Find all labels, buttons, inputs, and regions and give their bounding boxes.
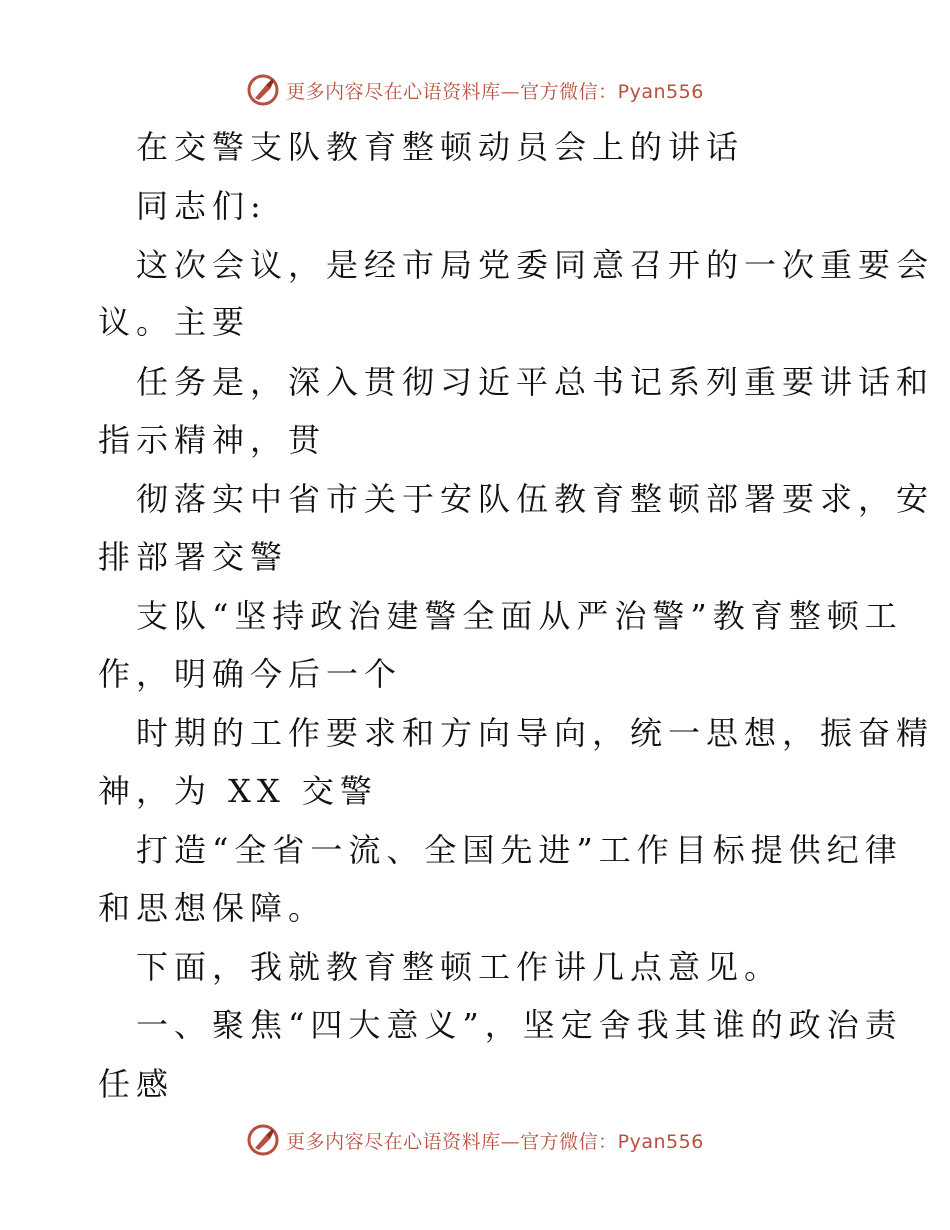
watermark-brand: 更多内容尽在心语资料库 <box>286 80 501 103</box>
paragraph-line: 支队“坚持政治建警全面从严治警”教育整顿工 <box>136 597 903 635</box>
watermark-text <box>286 1127 704 1154</box>
watermark-separator: — <box>500 80 521 103</box>
paragraph-line: 彻落实中省市关于安队伍教育整顿部署要求，安 <box>136 480 935 518</box>
paragraph-line: 任务是，深入贯彻习近平总书记系列重要讲话和 <box>136 363 935 401</box>
pen-nib-circle-icon <box>246 1123 280 1157</box>
watermark-wechat: 官方微信：Pyan556 <box>520 1130 704 1153</box>
paragraph-line: 这次会议，是经市局党委同意召开的一次重要会 <box>136 246 935 284</box>
section-heading: 一、聚焦“四大意义”，坚定舍我其谁的政治责 <box>136 1006 903 1044</box>
pen-nib-circle-icon <box>246 73 280 107</box>
paragraph-line: 指示精神，贯 <box>98 421 327 459</box>
salutation: 同志们: <box>136 187 267 225</box>
paragraph-line: 下面，我就教育整顿工作讲几点意见。 <box>136 948 783 986</box>
paragraph-line: 议。主要 <box>98 303 251 341</box>
paragraph-line: 打造“全省一流、全国先进”工作目标提供纪律 <box>136 831 903 869</box>
watermark-wechat: 官方微信：Pyan556 <box>520 80 704 103</box>
header-watermark <box>0 70 950 110</box>
paragraph-line: 排部署交警 <box>98 538 289 576</box>
section-heading: 任感 <box>98 1065 175 1103</box>
watermark-text <box>286 77 704 104</box>
watermark-separator: — <box>500 1130 521 1153</box>
watermark-brand: 更多内容尽在心语资料库 <box>286 1130 501 1153</box>
footer-watermark <box>0 1120 950 1160</box>
paragraph-line: 和思想保障。 <box>98 889 327 927</box>
paragraph-line: 时期的工作要求和方向导向，统一思想，振奋精 <box>136 714 935 752</box>
paragraph-line: 作，明确今后一个 <box>98 655 403 693</box>
document-title: 在交警支队教育整顿动员会上的讲话 <box>136 128 745 166</box>
paragraph-line: 神，为 XX 交警 <box>98 772 378 810</box>
